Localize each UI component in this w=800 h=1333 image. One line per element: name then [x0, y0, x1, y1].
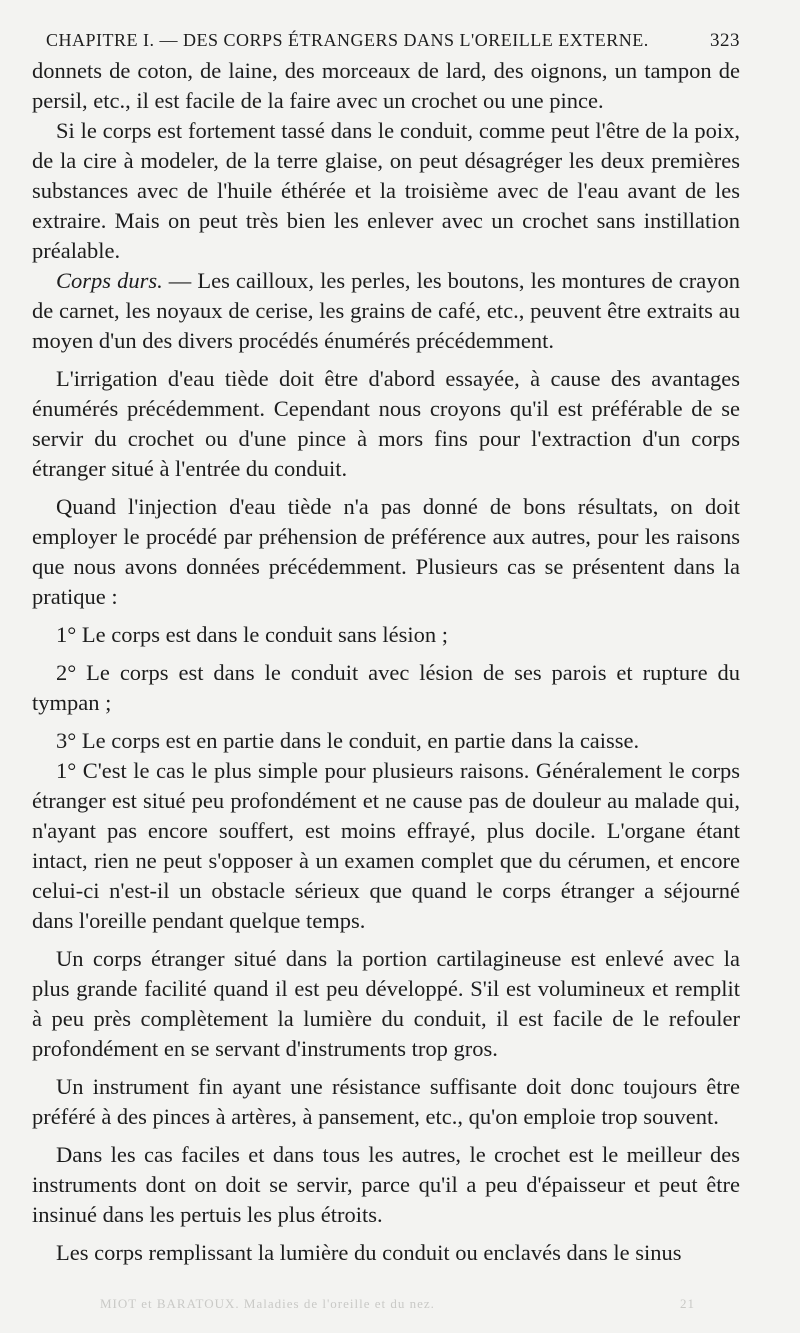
list-item-2: 2° Le corps est dans le conduit avec lésion de ses parois et rupture du tympan ; — [32, 660, 740, 715]
faint-footer-show-through — [100, 1296, 695, 1312]
paragraph-9: Dans les cas faciles et dans tous les autres, le crochet est le meilleur des instruments dont on doit se servir, parce qu'il a peu d'épaisseur et peut être insinué dans les pertuis les plus étroits. — [32, 1142, 740, 1227]
footer-authors: MIOT et BARATOUX. Maladies de l'oreille et du nez. — [100, 1296, 435, 1311]
paragraph-2: Si le corps est fortement tassé dans le conduit, comme peut l'être de la poix, de la cire à modeler, de la terre glaise, on peut désagréger les deux premières substances avec de l'huile éthérée et la troisième avec de l'eau avant de les extraire. Mais on peut très bien les enlever avec un crochet sans instillation préalable. — [32, 118, 740, 263]
list-item-1: 1° Le corps est dans le conduit sans lésion ; — [56, 622, 449, 647]
page-body — [32, 56, 740, 1268]
paragraph-3-text: Les cailloux, les perles, les boutons, les montures de crayon de carnet, les noyaux de cerise, les grains de café, etc., peuvent être extraits au moyen d'un des divers procédés énumérés précédemment. — [32, 268, 740, 353]
italic-heading-corps-durs: Corps durs. — [56, 268, 163, 293]
paragraph-8: Un instrument fin ayant une résistance suffisante doit donc toujours être préféré à des pinces à artères, à pansement, etc., qu'on emploie trop souvent. — [32, 1074, 740, 1129]
paragraph-1: donnets de coton, de laine, des morceaux de lard, des oignons, un tampon de persil, etc., il est facile de la faire avec un crochet ou une pince. — [32, 58, 740, 113]
paragraph-10: Les corps remplissant la lumière du conduit ou enclavés dans le sinus — [56, 1240, 682, 1265]
paragraph-7: Un corps étranger situé dans la portion cartilagineuse est enlevé avec la plus grande facilité quand il est peu développé. S'il est volumineux et remplit à peu près complètement la lumière du conduit, il est facile de le refouler profondément en se servant d'instruments trop gros. — [32, 946, 740, 1061]
paragraph-3 — [32, 266, 740, 356]
footer-signature: 21 — [680, 1296, 695, 1311]
heading-dash: — — [162, 268, 198, 293]
running-header — [32, 30, 740, 52]
running-title: CHAPITRE I. — DES CORPS ÉTRANGERS DANS L'OREILLE EXTERNE. — [46, 30, 649, 50]
page-number: 323 — [710, 30, 740, 51]
paragraph-6: 1° C'est le cas le plus simple pour plusieurs raisons. Généralement le corps étranger est situé peu profondément et ne cause pas de douleur au malade qui, n'ayant pas encore souffert, est moins effrayé, plus docile. L'organe étant intact, rien ne peut s'opposer à un examen complet que du cérumen, et encore celui-ci n'est-il un obstacle sérieux que quand le corps étranger a séjourné dans l'oreille pendant quelque temps. — [32, 758, 740, 933]
list-item-3: 3° Le corps est en partie dans le conduit, en partie dans la caisse. — [56, 728, 640, 753]
paragraph-4: L'irrigation d'eau tiède doit être d'abord essayée, à cause des avantages énumérés précédemment. Cependant nous croyons qu'il est préférable de se servir du crochet ou d'une pince à mors fins pour l'extraction d'un corps étranger situé à l'entrée du conduit. — [32, 366, 740, 481]
paragraph-5: Quand l'injection d'eau tiède n'a pas donné de bons résultats, on doit employer le procédé par préhension de préférence aux autres, pour les raisons que nous avons données précédemment. Plusieurs cas se présentent dans la pratique : — [32, 494, 740, 609]
